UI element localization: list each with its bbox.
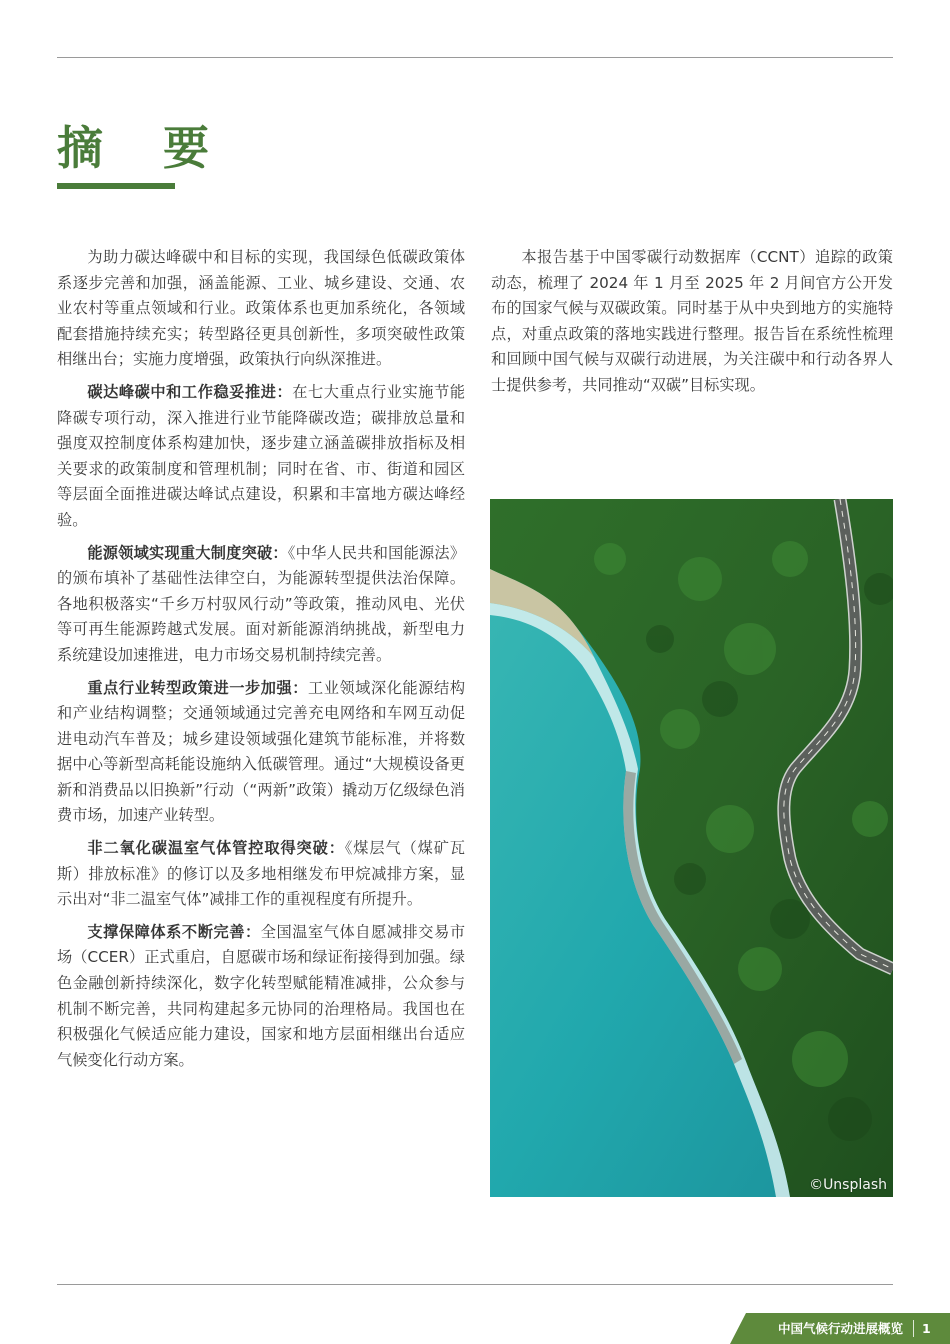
support-paragraph xyxy=(57,920,465,1074)
carbon-peak-lead: 碳达峰碳中和工作稳妥推进： xyxy=(87,382,293,401)
intro-text: 为助力碳达峰碳中和目标的实现，我国绿色低碳政策体系逐步完善和加强，涵盖能源、工业、城乡建设、交通、农业农村等重点领域和行业。政策体系也更加系统化，各领域配套措施持续充实；转型路径更具创新性，多项突破性政策相继出台；实施力度增强，政策执行向纵深推进。 xyxy=(57,248,465,369)
bottom-rule xyxy=(57,1284,893,1285)
footer-separator xyxy=(913,1320,914,1337)
left-column xyxy=(57,245,465,1080)
report-scope-paragraph xyxy=(491,245,893,399)
report-scope-text: 本报告基于中国零碳行动数据库（CCNT）追踪的政策动态，梳理了 2024 年 1 月至 2025 年 2 月间官方公开发布的国家气候与双碳政策。同时基于从中央到地方的实施特点，对重点政策的落地实践进行整理。报告旨在系统性梳理和回顾中国气候与双碳行动进展，为关注碳中和行动各界人士提供参考，共同推动“双碳”目标实现。 xyxy=(491,248,893,394)
title-underline xyxy=(57,183,175,189)
carbon-peak-text: 在七大重点行业实施节能降碳专项行动，深入推进行业节能降碳改造；碳排放总量和强度双控制度体系构建加快，逐步建立涵盖碳排放指标及相关要求的政策制度和管理机制；同时在省、市、街道和园区等层面全面推进碳达峰试点建设，积累和丰富地方碳达峰经验。 xyxy=(57,382,466,529)
energy-paragraph xyxy=(57,541,465,669)
intro-paragraph xyxy=(57,245,465,373)
energy-text: 《中华人民共和国能源法》的颁布填补了基础性法律空白，为能源转型提供法治保障。各地积极落实“千乡万村驭风行动”等政策，推动风电、光伏等可再生能源跨越式发展。面对新能源消纳挑战，新型电力系统建设加速推进，电力市场交易机制持续完善。 xyxy=(57,543,466,664)
energy-lead: 能源领域实现重大制度突破： xyxy=(87,543,288,562)
support-text: 全国温室气体自愿减排交易市场（CCER）正式重启，自愿碳市场和绿证衔接得到加强。绿色金融创新持续深化，数字化转型赋能精准减排，公众参与机制不断完善，共同构建起多元协同的治理格局。我国也在积极强化气候适应能力建设，国家和地方层面相继出台适应气候变化行动方案。 xyxy=(57,922,466,1069)
right-column xyxy=(491,245,893,406)
non-co2-lead: 非二氧化碳温室气体管控取得突破： xyxy=(87,839,345,858)
footer-report-title: 中国气候行动进展概览 xyxy=(778,1321,904,1336)
industry-text: 工业领域深化能源结构和产业结构调整；交通领域通过完善充电网络和车网互动促进电动汽车普及；城乡建设领域强化建筑节能标准，并将数据中心等新型高耗能设施纳入低碳管理。通过“大规模设备更新和消费品以旧换新”行动（“两新”政策）撬动万亿级绿色消费市场，加速产业转型。 xyxy=(57,678,466,825)
photo-credit: ©Unsplash xyxy=(809,1177,887,1193)
industry-paragraph xyxy=(57,676,465,830)
top-rule xyxy=(57,57,893,58)
aerial-coast-illustration xyxy=(490,499,893,1197)
non-co2-text: 《煤层气（煤矿瓦斯）排放标准》的修订以及多地相继发布甲烷减排方案，显示出对“非二温室气体”减排工作的重视程度有所提升。 xyxy=(57,839,465,909)
non-co2-paragraph xyxy=(57,836,465,913)
industry-lead: 重点行业转型政策进一步加强： xyxy=(87,678,308,697)
coastline-photo xyxy=(490,499,893,1197)
carbon-peak-paragraph xyxy=(57,380,465,534)
support-lead: 支撑保障体系不断完善： xyxy=(87,922,261,941)
page-number: 1 xyxy=(922,1321,931,1336)
page-title: 摘 要 xyxy=(57,121,232,175)
